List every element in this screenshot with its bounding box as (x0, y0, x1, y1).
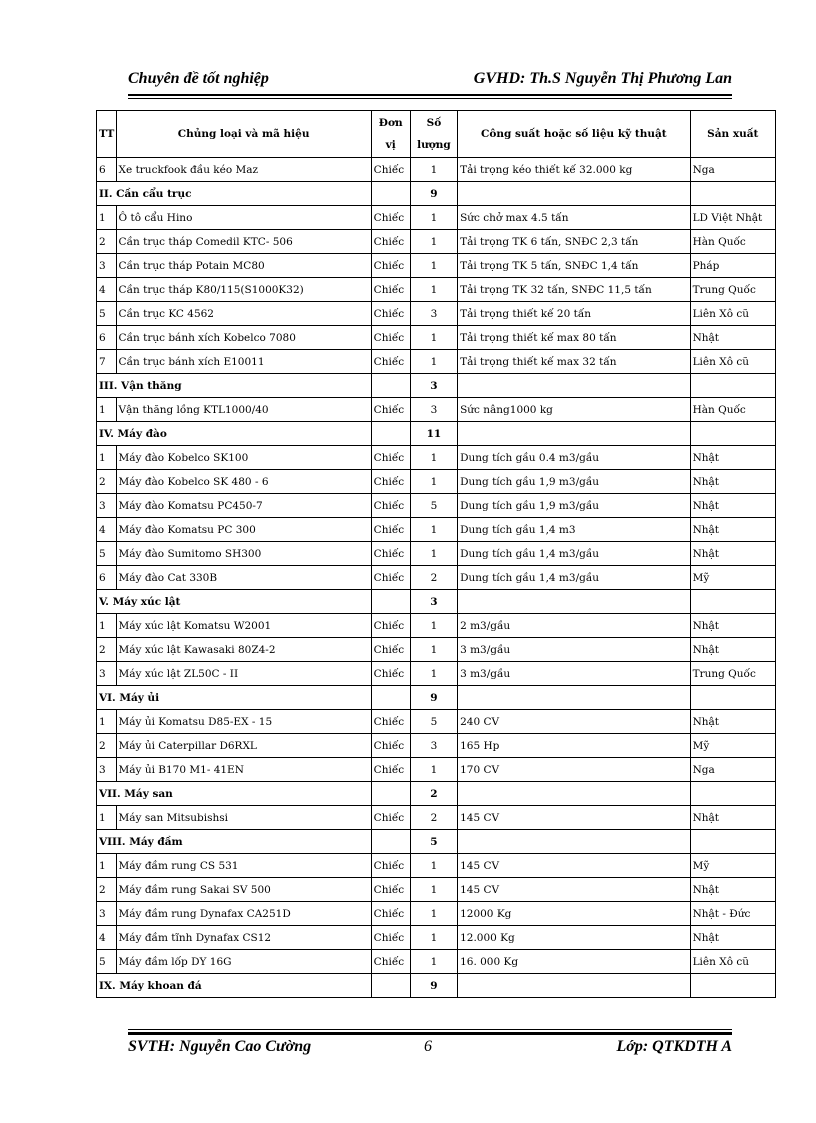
spec-cell: 16. 000 Kg (458, 950, 691, 974)
spec-cell: Sức nâng1000 kg (458, 398, 691, 422)
tt-cell: 5 (97, 302, 117, 326)
origin-cell (690, 590, 775, 614)
name-cell: Máy san Mitsubishsi (116, 806, 371, 830)
qty-cell: 2 (410, 782, 457, 806)
header-title: Chuyên đề tốt nghiệp (128, 70, 269, 87)
footer-rule (128, 1032, 732, 1035)
origin-cell: Liên Xô cũ (690, 302, 775, 326)
spec-cell (458, 830, 691, 854)
name-cell: Máy đầm rung CS 531 (116, 854, 371, 878)
name-cell: Cần trục KC 4562 (116, 302, 371, 326)
spec-cell: Dung tích gầu 1,4 m3/gầu (458, 542, 691, 566)
unit-cell (371, 374, 410, 398)
table-row (97, 230, 776, 254)
qty-cell: 1 (410, 350, 457, 374)
name-cell: Cần trục bánh xích E10011 (116, 350, 371, 374)
table-row (97, 878, 776, 902)
table-row (97, 902, 776, 926)
qty-cell: 1 (410, 518, 457, 542)
column-header-spec: Công suất hoặc số liệu kỹ thuật (458, 111, 691, 158)
group-row (97, 374, 776, 398)
tt-cell: 3 (97, 758, 117, 782)
name-cell: Vận thăng lồng KTL1000/40 (116, 398, 371, 422)
tt-cell: 2 (97, 470, 117, 494)
origin-cell: Nhật (690, 806, 775, 830)
origin-cell: Nhật (690, 542, 775, 566)
origin-cell: Nhật (690, 518, 775, 542)
origin-cell: Hàn Quốc (690, 398, 775, 422)
origin-cell (690, 830, 775, 854)
spec-cell (458, 782, 691, 806)
name-cell: Máy xúc lật Kawasaki 80Z4-2 (116, 638, 371, 662)
name-cell: Máy đào Kobelco SK 480 - 6 (116, 470, 371, 494)
qty-cell: 3 (410, 374, 457, 398)
unit-cell: Chiếc (371, 638, 410, 662)
qty-cell: 9 (410, 182, 457, 206)
group-row (97, 182, 776, 206)
unit-cell: Chiếc (371, 470, 410, 494)
origin-cell: Hàn Quốc (690, 230, 775, 254)
unit-cell: Chiếc (371, 158, 410, 182)
qty-cell: 5 (410, 494, 457, 518)
name-cell: Máy đào Sumitomo SH300 (116, 542, 371, 566)
origin-cell (690, 374, 775, 398)
qty-cell: 1 (410, 542, 457, 566)
group-row (97, 830, 776, 854)
qty-cell: 9 (410, 686, 457, 710)
name-cell: Máy đào Cat 330B (116, 566, 371, 590)
tt-cell: 3 (97, 902, 117, 926)
tt-cell: 1 (97, 446, 117, 470)
qty-cell: 9 (410, 974, 457, 998)
tt-cell: 4 (97, 926, 117, 950)
table-row (97, 614, 776, 638)
table-row (97, 638, 776, 662)
qty-cell: 5 (410, 830, 457, 854)
table-row (97, 758, 776, 782)
origin-cell: Nhật (690, 446, 775, 470)
spec-cell: 145 CV (458, 854, 691, 878)
group-row (97, 686, 776, 710)
column-header-unit: Đơn vị (371, 111, 410, 158)
spec-cell: Dung tích gầu 1,9 m3/gầu (458, 494, 691, 518)
column-header-tt: TT (97, 111, 117, 158)
spec-cell: Sức chở max 4.5 tấn (458, 206, 691, 230)
spec-cell: 2 m3/gầu (458, 614, 691, 638)
spec-cell: 12000 Kg (458, 902, 691, 926)
origin-cell: Nhật - Đức (690, 902, 775, 926)
origin-cell (690, 686, 775, 710)
group-row (97, 974, 776, 998)
spec-cell: Dung tích gầu 0.4 m3/gầu (458, 446, 691, 470)
spec-cell: 145 CV (458, 806, 691, 830)
origin-cell: Liên Xô cũ (690, 950, 775, 974)
spec-cell: Tải trọng thiết kế max 32 tấn (458, 350, 691, 374)
qty-cell: 3 (410, 734, 457, 758)
qty-cell: 1 (410, 926, 457, 950)
unit-cell: Chiếc (371, 926, 410, 950)
page-number: 6 (424, 1038, 432, 1055)
origin-cell (690, 974, 775, 998)
tt-cell: 4 (97, 278, 117, 302)
table-row (97, 278, 776, 302)
table-row (97, 398, 776, 422)
footer-student: SVTH: Nguyễn Cao Cường (128, 1038, 312, 1055)
table-row (97, 326, 776, 350)
table-row (97, 470, 776, 494)
origin-cell: Mỹ (690, 854, 775, 878)
group-row (97, 590, 776, 614)
spec-cell: Dung tích gầu 1,4 m3 (458, 518, 691, 542)
page-footer (128, 1036, 732, 1060)
unit-cell: Chiếc (371, 734, 410, 758)
tt-cell: 4 (97, 518, 117, 542)
group-title: IV. Máy đào (97, 422, 372, 446)
name-cell: Cần trục tháp Comedil KTC- 506 (116, 230, 371, 254)
qty-cell: 3 (410, 302, 457, 326)
unit-cell (371, 686, 410, 710)
name-cell: Máy xúc lật ZL50C - II (116, 662, 371, 686)
group-title: VII. Máy san (97, 782, 372, 806)
qty-cell: 1 (410, 206, 457, 230)
spec-cell (458, 374, 691, 398)
unit-cell (371, 782, 410, 806)
name-cell: Máy đầm lốp DY 16G (116, 950, 371, 974)
table-row (97, 950, 776, 974)
name-cell: Máy đầm rung Sakai SV 500 (116, 878, 371, 902)
tt-cell: 1 (97, 206, 117, 230)
spec-cell (458, 590, 691, 614)
spec-cell: 170 CV (458, 758, 691, 782)
origin-cell: Nhật (690, 470, 775, 494)
name-cell: Máy đầm rung Dynafax CA251D (116, 902, 371, 926)
spec-cell: Tải trọng thiết kế max 80 tấn (458, 326, 691, 350)
header-rule-thin (128, 98, 732, 99)
spec-cell: Dung tích gầu 1,4 m3/gầu (458, 566, 691, 590)
unit-cell: Chiếc (371, 902, 410, 926)
column-header-origin: Sản xuất (690, 111, 775, 158)
unit-cell: Chiếc (371, 326, 410, 350)
unit-cell: Chiếc (371, 614, 410, 638)
name-cell: Máy đào Komatsu PC 300 (116, 518, 371, 542)
name-cell: Ô tô cẩu Hino (116, 206, 371, 230)
origin-cell: Nga (690, 758, 775, 782)
qty-cell: 5 (410, 710, 457, 734)
spec-cell: Tải trọng TK 32 tấn, SNĐC 11,5 tấn (458, 278, 691, 302)
unit-cell: Chiếc (371, 350, 410, 374)
spec-cell: Tải trọng thiết kế 20 tấn (458, 302, 691, 326)
table-row (97, 926, 776, 950)
origin-cell (690, 782, 775, 806)
name-cell: Máy xúc lật Komatsu W2001 (116, 614, 371, 638)
unit-cell: Chiếc (371, 494, 410, 518)
unit-cell: Chiếc (371, 230, 410, 254)
origin-cell: Trung Quốc (690, 662, 775, 686)
tt-cell: 5 (97, 542, 117, 566)
unit-cell (371, 590, 410, 614)
header-rule (128, 94, 732, 96)
spec-cell: Tải trọng kéo thiết kế 32.000 kg (458, 158, 691, 182)
name-cell: Xe truckfook đầu kéo Maz (116, 158, 371, 182)
table-row (97, 854, 776, 878)
tt-cell: 6 (97, 326, 117, 350)
group-title: IX. Máy khoan đá (97, 974, 372, 998)
tt-cell: 7 (97, 350, 117, 374)
unit-cell: Chiếc (371, 278, 410, 302)
origin-cell: Nga (690, 158, 775, 182)
spec-cell: 165 Hp (458, 734, 691, 758)
table-row (97, 158, 776, 182)
origin-cell: Nhật (690, 326, 775, 350)
page-header (128, 68, 732, 94)
qty-cell: 1 (410, 638, 457, 662)
unit-cell: Chiếc (371, 710, 410, 734)
origin-cell: Mỹ (690, 734, 775, 758)
qty-cell: 1 (410, 950, 457, 974)
unit-cell: Chiếc (371, 566, 410, 590)
table-row (97, 206, 776, 230)
origin-cell (690, 182, 775, 206)
tt-cell: 6 (97, 158, 117, 182)
unit-cell: Chiếc (371, 878, 410, 902)
tt-cell: 2 (97, 230, 117, 254)
spec-cell: Dung tích gầu 1,9 m3/gầu (458, 470, 691, 494)
table-row (97, 350, 776, 374)
origin-cell: Mỹ (690, 566, 775, 590)
unit-cell: Chiếc (371, 398, 410, 422)
origin-cell: LD Việt Nhật (690, 206, 775, 230)
spec-cell (458, 182, 691, 206)
spec-cell (458, 422, 691, 446)
origin-cell: Nhật (690, 638, 775, 662)
name-cell: Máy ủi Komatsu D85-EX - 15 (116, 710, 371, 734)
name-cell: Máy đầm tĩnh Dynafax CS12 (116, 926, 371, 950)
group-row (97, 782, 776, 806)
origin-cell: Pháp (690, 254, 775, 278)
qty-cell: 1 (410, 446, 457, 470)
tt-cell: 2 (97, 878, 117, 902)
group-title: VI. Máy ủi (97, 686, 372, 710)
qty-cell: 1 (410, 230, 457, 254)
spec-cell: 240 CV (458, 710, 691, 734)
group-title: V. Máy xúc lật (97, 590, 372, 614)
table-row (97, 446, 776, 470)
tt-cell: 5 (97, 950, 117, 974)
tt-cell: 1 (97, 398, 117, 422)
unit-cell: Chiếc (371, 854, 410, 878)
qty-cell: 1 (410, 470, 457, 494)
spec-cell: Tải trọng TK 5 tấn, SNĐC 1,4 tấn (458, 254, 691, 278)
origin-cell: Nhật (690, 494, 775, 518)
name-cell: Máy đào Kobelco SK100 (116, 446, 371, 470)
table-row (97, 566, 776, 590)
qty-cell: 1 (410, 878, 457, 902)
table-row (97, 494, 776, 518)
qty-cell: 1 (410, 902, 457, 926)
origin-cell: Trung Quốc (690, 278, 775, 302)
qty-cell: 1 (410, 278, 457, 302)
group-title: III. Vận thăng (97, 374, 372, 398)
tt-cell: 1 (97, 854, 117, 878)
unit-cell: Chiếc (371, 542, 410, 566)
header-advisor: GVHD: Th.S Nguyễn Thị Phương Lan (473, 70, 732, 87)
qty-cell: 11 (410, 422, 457, 446)
name-cell: Cần trục tháp Potain MC80 (116, 254, 371, 278)
tt-cell: 1 (97, 614, 117, 638)
name-cell: Máy ủi B170 M1- 41EN (116, 758, 371, 782)
tt-cell: 3 (97, 662, 117, 686)
group-title: II. Cần cẩu trục (97, 182, 372, 206)
qty-cell: 3 (410, 590, 457, 614)
unit-cell: Chiếc (371, 806, 410, 830)
footer-class: Lớp: QTKDTH A (616, 1038, 732, 1055)
spec-cell: 12.000 Kg (458, 926, 691, 950)
origin-cell: Liên Xô cũ (690, 350, 775, 374)
table-row (97, 254, 776, 278)
spec-cell: 3 m3/gầu (458, 638, 691, 662)
unit-cell (371, 422, 410, 446)
qty-cell: 2 (410, 566, 457, 590)
spec-cell: 145 CV (458, 878, 691, 902)
equipment-table (96, 110, 776, 998)
column-header-name: Chủng loại và mã hiệu (116, 111, 371, 158)
name-cell: Cần trục tháp K80/115(S1000K32) (116, 278, 371, 302)
qty-cell: 2 (410, 806, 457, 830)
unit-cell: Chiếc (371, 206, 410, 230)
name-cell: Máy đào Komatsu PC450-7 (116, 494, 371, 518)
qty-cell: 1 (410, 662, 457, 686)
unit-cell (371, 830, 410, 854)
qty-cell: 1 (410, 614, 457, 638)
spec-cell: 3 m3/gầu (458, 662, 691, 686)
unit-cell: Chiếc (371, 446, 410, 470)
unit-cell: Chiếc (371, 662, 410, 686)
group-row (97, 422, 776, 446)
unit-cell: Chiếc (371, 302, 410, 326)
table-row (97, 518, 776, 542)
table-row (97, 734, 776, 758)
table-row (97, 542, 776, 566)
spec-cell (458, 686, 691, 710)
tt-cell: 1 (97, 806, 117, 830)
column-header-qty: Số lượng (410, 111, 457, 158)
qty-cell: 1 (410, 854, 457, 878)
tt-cell: 6 (97, 566, 117, 590)
qty-cell: 1 (410, 758, 457, 782)
table-row (97, 302, 776, 326)
tt-cell: 3 (97, 494, 117, 518)
unit-cell: Chiếc (371, 518, 410, 542)
tt-cell: 2 (97, 734, 117, 758)
unit-cell (371, 974, 410, 998)
name-cell: Cần trục bánh xích Kobelco 7080 (116, 326, 371, 350)
origin-cell: Nhật (690, 614, 775, 638)
name-cell: Máy ủi Caterpillar D6RXL (116, 734, 371, 758)
qty-cell: 1 (410, 326, 457, 350)
group-title: VIII. Máy đầm (97, 830, 372, 854)
unit-cell: Chiếc (371, 254, 410, 278)
spec-cell (458, 974, 691, 998)
origin-cell (690, 422, 775, 446)
qty-cell: 1 (410, 158, 457, 182)
tt-cell: 2 (97, 638, 117, 662)
qty-cell: 3 (410, 398, 457, 422)
unit-cell: Chiếc (371, 758, 410, 782)
origin-cell: Nhật (690, 926, 775, 950)
table-header-row (97, 111, 776, 158)
table-row (97, 806, 776, 830)
qty-cell: 1 (410, 254, 457, 278)
unit-cell: Chiếc (371, 950, 410, 974)
spec-cell: Tải trọng TK 6 tấn, SNĐC 2,3 tấn (458, 230, 691, 254)
origin-cell: Nhật (690, 710, 775, 734)
tt-cell: 1 (97, 710, 117, 734)
table-row (97, 662, 776, 686)
unit-cell (371, 182, 410, 206)
origin-cell: Nhật (690, 878, 775, 902)
footer-rule-thin (128, 1029, 732, 1030)
table-row (97, 710, 776, 734)
tt-cell: 3 (97, 254, 117, 278)
